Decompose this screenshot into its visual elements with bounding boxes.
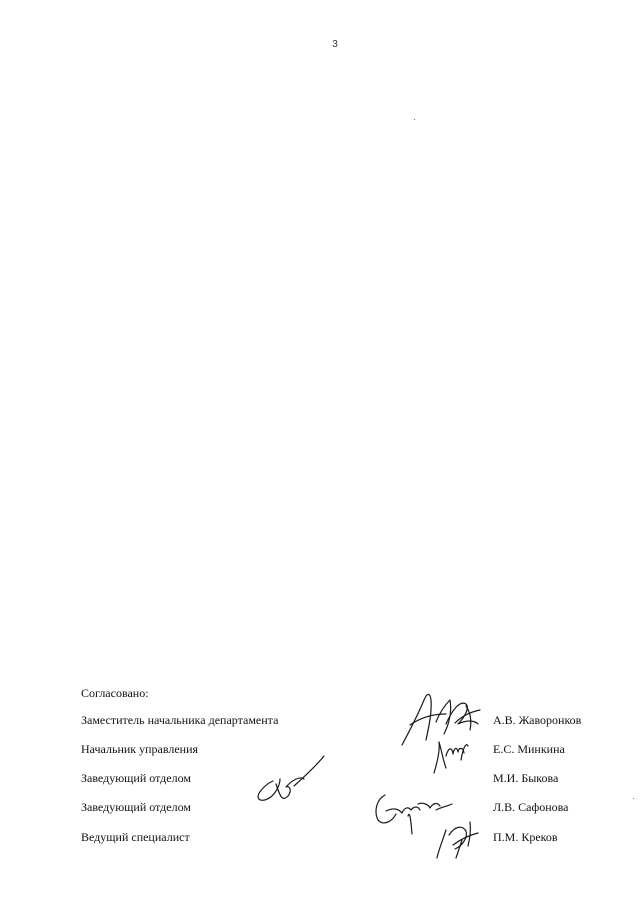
- position-title: Заместитель начальника департамента: [81, 713, 279, 727]
- page-number: 3: [332, 39, 338, 50]
- scan-speck: [414, 119, 415, 120]
- person-name: Л.В. Сафонова: [493, 800, 569, 814]
- approval-row: [0, 771, 640, 787]
- approval-row: [0, 830, 640, 846]
- position-title: Заведующий отделом: [81, 771, 191, 785]
- person-name: Е.С. Минкина: [493, 742, 565, 756]
- position-title: Заведующий отделом: [81, 800, 191, 814]
- person-name: П.М. Креков: [493, 830, 558, 844]
- approval-title: Согласовано:: [81, 686, 149, 700]
- approval-row: [0, 800, 640, 816]
- person-name: А.В. Жаворонков: [493, 713, 582, 727]
- scan-speck: [633, 798, 634, 799]
- position-title: Ведущий специалист: [81, 830, 190, 844]
- person-name: М.И. Быкова: [493, 771, 559, 785]
- approval-row: [0, 742, 640, 758]
- position-title: Начальник управления: [81, 742, 199, 756]
- approval-row: [0, 713, 640, 729]
